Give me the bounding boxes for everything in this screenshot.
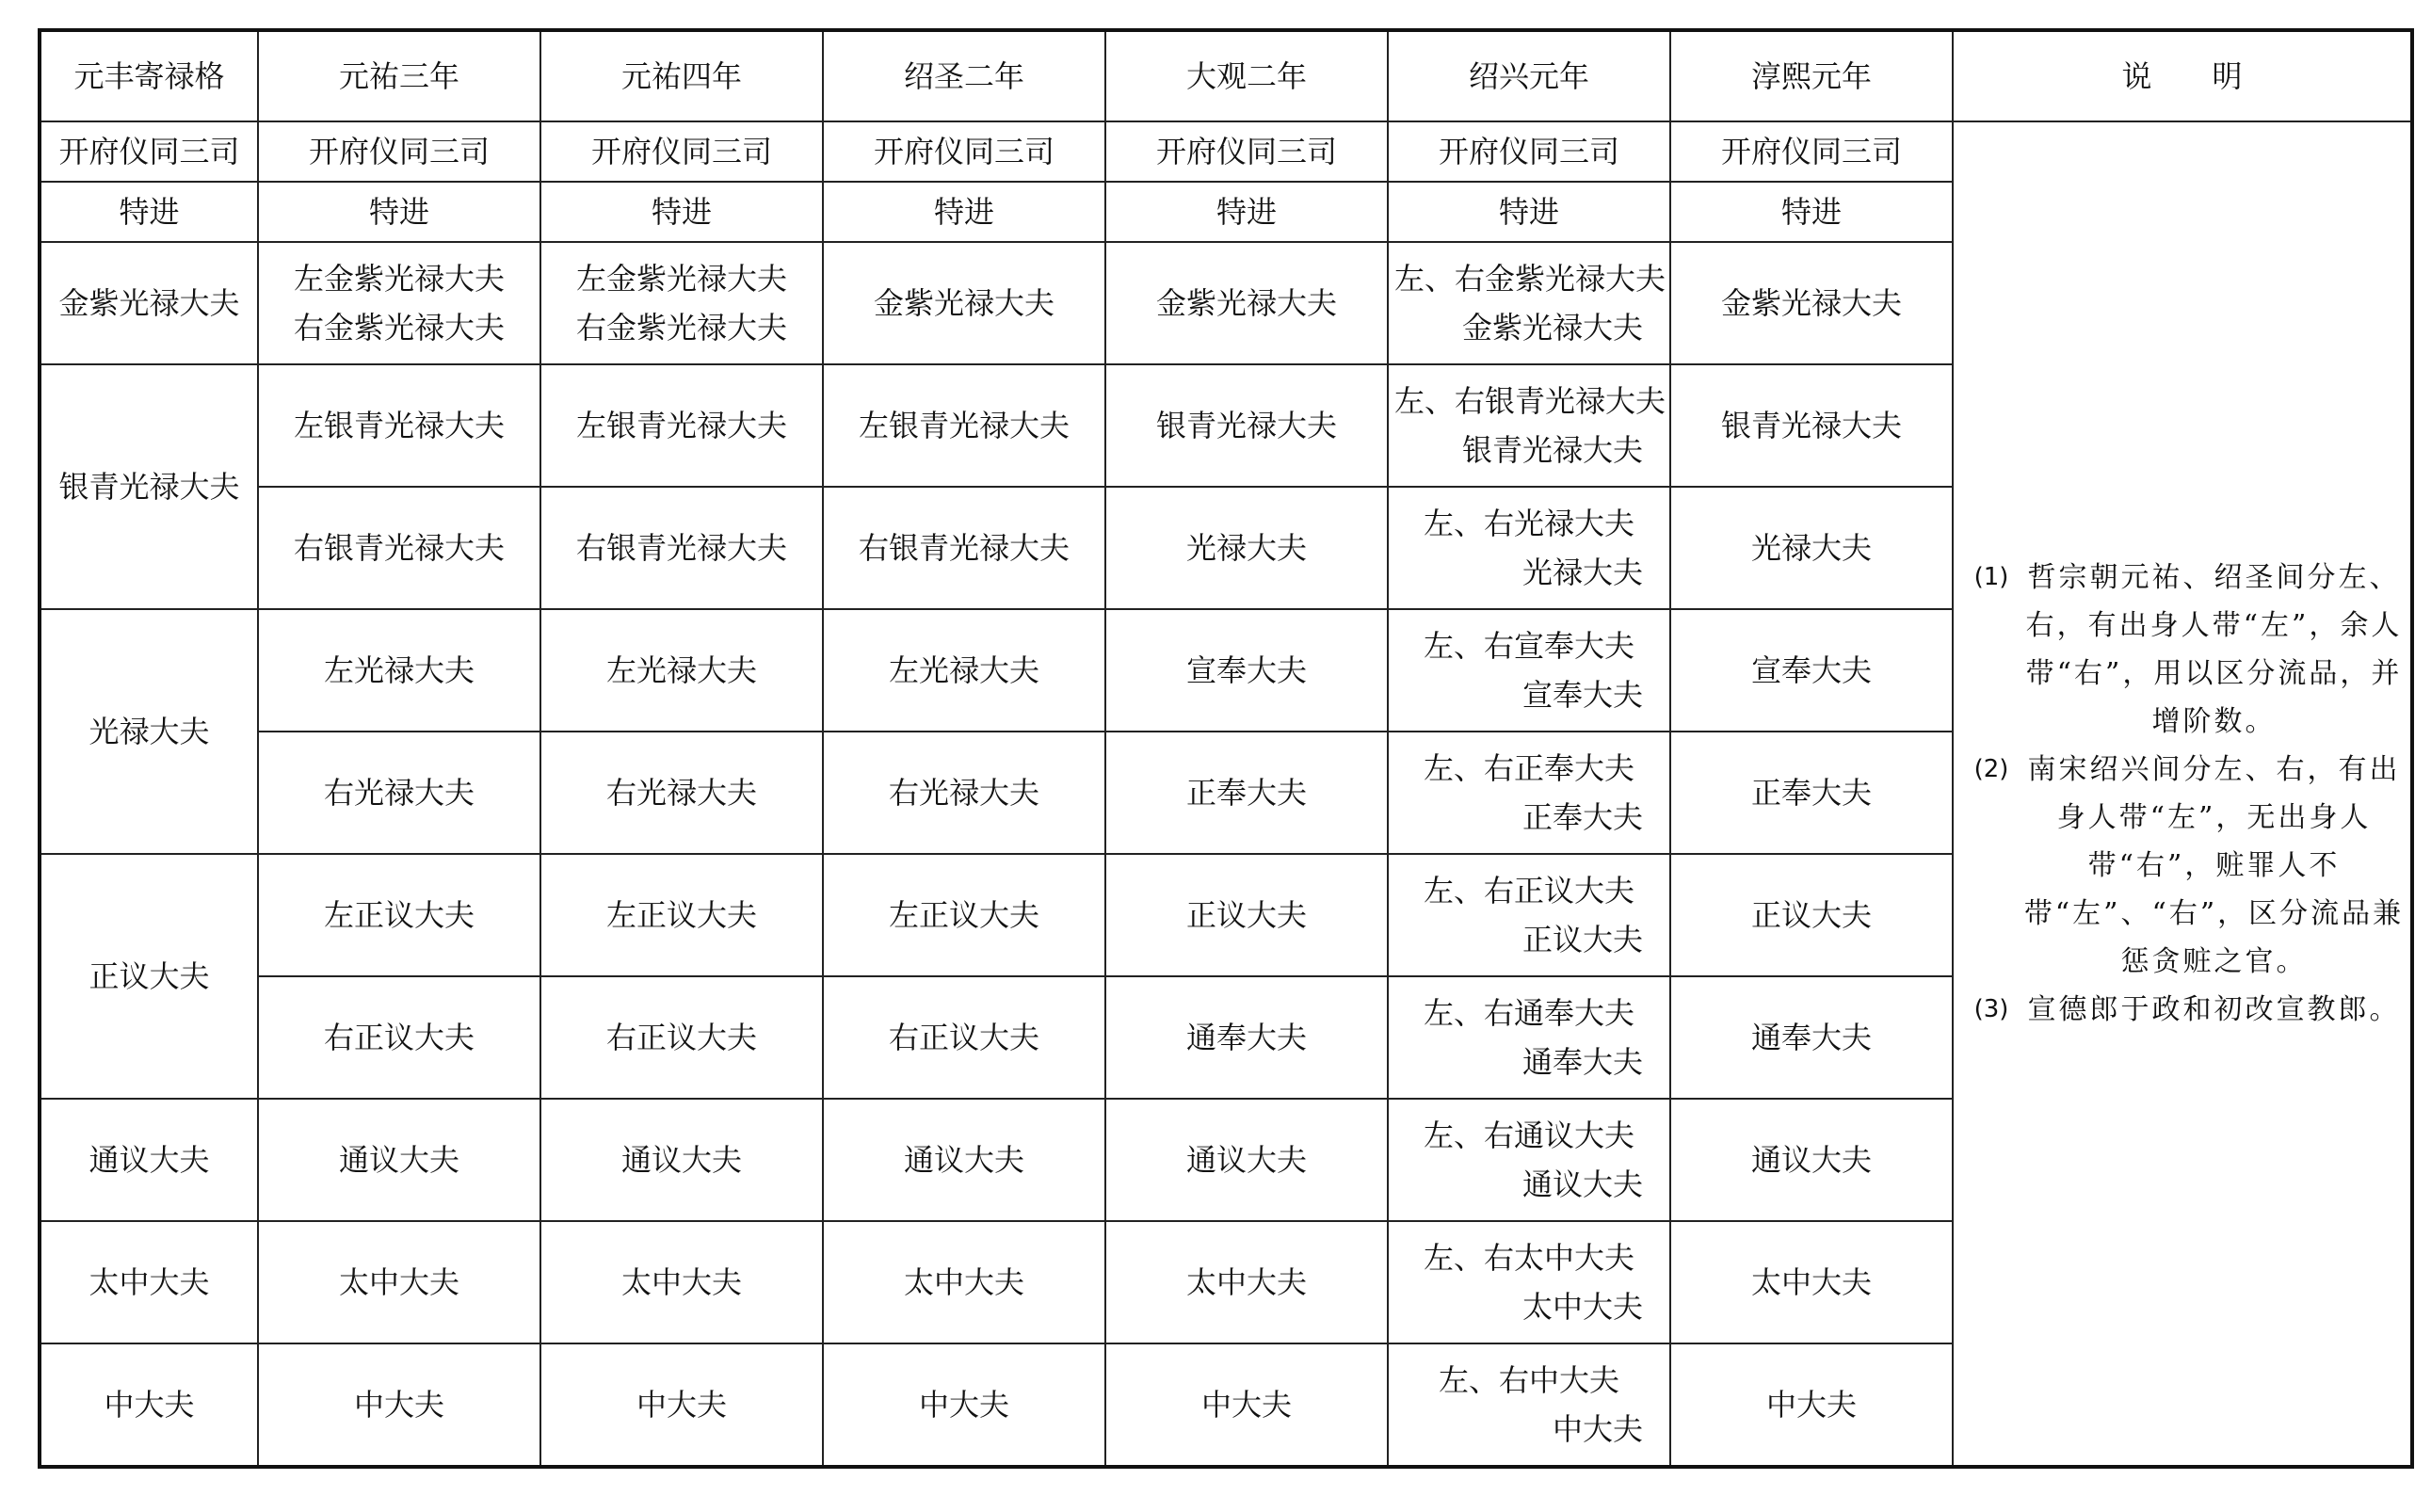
rank-cell-c6 xyxy=(1670,1221,1953,1343)
rank-cell-c3 xyxy=(823,121,1105,182)
rank-line: 右银青光禄大夫 xyxy=(858,530,1070,566)
rank-cell-c6 xyxy=(1670,1343,1953,1467)
rank-cell-c4 xyxy=(1105,1099,1388,1221)
rank-line: 中大夫 xyxy=(1552,1411,1643,1447)
header-cell: 元丰寄禄格 xyxy=(40,30,258,121)
rank-cell-c1 xyxy=(258,976,540,1099)
rank-cell-c3 xyxy=(823,854,1105,976)
rank-line: 光禄大夫 xyxy=(1185,530,1307,566)
rank-cell-c5 xyxy=(1388,1099,1670,1221)
note-number: (2) xyxy=(1973,755,2009,783)
note-item xyxy=(1959,986,2405,1034)
rank-cell-c2 xyxy=(540,364,823,487)
rank-line: 正奉大夫 xyxy=(1185,775,1307,811)
rank-cell-c1 xyxy=(258,121,540,182)
rank-line: 光禄大夫 xyxy=(1521,555,1643,590)
rank-cell-c1 xyxy=(258,487,540,609)
rank-line: 通议大夫 xyxy=(1750,1142,1872,1178)
rank-line: 右光禄大夫 xyxy=(888,775,1039,811)
note-item xyxy=(1959,746,2405,986)
rank-line: 银青光禄大夫 xyxy=(1155,408,1337,443)
rank-cell-c5 xyxy=(1388,487,1670,609)
rank-line: 开府仪同三司 xyxy=(1155,134,1337,169)
rank-cell-c6 xyxy=(1670,487,1953,609)
note-item xyxy=(1959,554,2405,746)
rank-cell-c5 xyxy=(1388,732,1670,854)
rank-line: 中大夫 xyxy=(353,1387,444,1423)
rank-line: 左银青光禄大夫 xyxy=(858,408,1070,443)
rank-line: 右光禄大夫 xyxy=(605,775,757,811)
base-rank-cell: 银青光禄大夫 xyxy=(40,364,258,609)
rank-cell-c3 xyxy=(823,182,1105,242)
rank-line: 中大夫 xyxy=(636,1387,727,1423)
rank-cell-c2 xyxy=(540,242,823,364)
rank-cell-c3 xyxy=(823,364,1105,487)
rank-cell-c6 xyxy=(1670,121,1953,182)
rank-cell-c6 xyxy=(1670,1099,1953,1221)
rank-cell-c2 xyxy=(540,182,823,242)
rank-line: 正奉大夫 xyxy=(1750,775,1872,811)
header-cell: 淳熙元年 xyxy=(1670,30,1953,121)
rank-cell-c2 xyxy=(540,976,823,1099)
rank-line: 左、右正议大夫 xyxy=(1423,873,1634,909)
rank-line: 金紫光禄大夫 xyxy=(1461,310,1643,346)
rank-line: 宣奉大夫 xyxy=(1521,677,1643,713)
base-rank-cell: 开府仪同三司 xyxy=(40,121,258,182)
rank-line: 左、右宣奉大夫 xyxy=(1423,628,1634,664)
rank-cell-c4 xyxy=(1105,854,1388,976)
rank-cell-c3 xyxy=(823,487,1105,609)
rank-line: 左、右银青光禄大夫 xyxy=(1394,383,1666,419)
note-number: (1) xyxy=(1973,563,2009,591)
rank-cell-c6 xyxy=(1670,182,1953,242)
rank-cell-c4 xyxy=(1105,242,1388,364)
official-rank-table xyxy=(38,28,2414,1469)
rank-line: 左银青光禄大夫 xyxy=(293,408,505,443)
rank-line: 左光禄大夫 xyxy=(323,652,475,688)
header-cell: 元祐四年 xyxy=(540,30,823,121)
base-rank-cell: 太中大夫 xyxy=(40,1221,258,1343)
rank-line: 通议大夫 xyxy=(1185,1142,1307,1178)
rank-cell-c5 xyxy=(1388,1343,1670,1467)
rank-line: 宣奉大夫 xyxy=(1185,652,1307,688)
rank-line: 宣奉大夫 xyxy=(1750,652,1872,688)
rank-cell-c3 xyxy=(823,732,1105,854)
rank-cell-c2 xyxy=(540,1099,823,1221)
rank-cell-c5 xyxy=(1388,1221,1670,1343)
rank-line: 特进 xyxy=(1216,194,1277,230)
rank-line: 右金紫光禄大夫 xyxy=(293,310,505,346)
rank-cell-c1 xyxy=(258,182,540,242)
rank-line: 左、右光禄大夫 xyxy=(1423,506,1634,541)
rank-line: 太中大夫 xyxy=(1521,1289,1643,1325)
rank-cell-c1 xyxy=(258,1343,540,1467)
rank-cell-c2 xyxy=(540,121,823,182)
rank-line: 右银青光禄大夫 xyxy=(575,530,787,566)
rank-line: 左正议大夫 xyxy=(323,897,475,933)
rank-cell-c4 xyxy=(1105,1343,1388,1467)
header-cell: 说 明 xyxy=(1953,30,2412,121)
note-text: 南宋绍兴间分左、右，有出身人带“左”，无出身人带“右”，赃罪人不带“左”、“右”，区分流品兼惩贪赃之官。 xyxy=(2023,753,2405,978)
rank-cell-c3 xyxy=(823,976,1105,1099)
rank-line: 金紫光禄大夫 xyxy=(1155,285,1337,321)
note-text: 宣德郎于政和初改宣教郎。 xyxy=(2027,993,2401,1026)
rank-line: 特进 xyxy=(651,194,712,230)
header-row xyxy=(40,30,2412,121)
rank-cell-c2 xyxy=(540,732,823,854)
rank-line: 正奉大夫 xyxy=(1521,799,1643,835)
rank-cell-c5 xyxy=(1388,364,1670,487)
rank-line: 特进 xyxy=(368,194,429,230)
rank-line: 开府仪同三司 xyxy=(1438,134,1619,169)
rank-cell-c1 xyxy=(258,242,540,364)
rank-line: 正议大夫 xyxy=(1185,897,1307,933)
table-row xyxy=(40,121,2412,182)
rank-cell-c4 xyxy=(1105,182,1388,242)
rank-cell-c6 xyxy=(1670,732,1953,854)
rank-cell-c3 xyxy=(823,242,1105,364)
rank-line: 左正议大夫 xyxy=(888,897,1039,933)
rank-line: 左、右金紫光禄大夫 xyxy=(1394,261,1666,297)
rank-line: 右正议大夫 xyxy=(605,1020,757,1055)
rank-cell-c4 xyxy=(1105,609,1388,732)
rank-line: 太中大夫 xyxy=(620,1264,742,1300)
rank-cell-c5 xyxy=(1388,121,1670,182)
rank-line: 左正议大夫 xyxy=(605,897,757,933)
rank-line: 通议大夫 xyxy=(338,1142,459,1178)
rank-cell-c3 xyxy=(823,1343,1105,1467)
rank-cell-c5 xyxy=(1388,182,1670,242)
rank-line: 银青光禄大夫 xyxy=(1720,408,1902,443)
rank-line: 左、右通奉大夫 xyxy=(1423,995,1634,1031)
rank-cell-c3 xyxy=(823,1221,1105,1343)
rank-line: 右光禄大夫 xyxy=(323,775,475,811)
header-cell: 大观二年 xyxy=(1105,30,1388,121)
rank-line: 开府仪同三司 xyxy=(308,134,490,169)
rank-cell-c5 xyxy=(1388,854,1670,976)
rank-line: 太中大夫 xyxy=(903,1264,1024,1300)
rank-cell-c4 xyxy=(1105,487,1388,609)
rank-line: 通奉大夫 xyxy=(1750,1020,1872,1055)
rank-line: 开府仪同三司 xyxy=(1720,134,1902,169)
rank-cell-c6 xyxy=(1670,976,1953,1099)
rank-cell-c1 xyxy=(258,732,540,854)
rank-cell-c4 xyxy=(1105,364,1388,487)
rank-line: 右银青光禄大夫 xyxy=(293,530,505,566)
table-body xyxy=(40,121,2412,1467)
notes-cell xyxy=(1953,121,2412,1467)
note-number: (3) xyxy=(1973,995,2009,1023)
rank-cell-c6 xyxy=(1670,609,1953,732)
rank-line: 太中大夫 xyxy=(1750,1264,1872,1300)
rank-line: 通议大夫 xyxy=(903,1142,1024,1178)
rank-cell-c2 xyxy=(540,854,823,976)
rank-line: 右正议大夫 xyxy=(323,1020,475,1055)
rank-line: 右金紫光禄大夫 xyxy=(575,310,787,346)
rank-cell-c3 xyxy=(823,609,1105,732)
rank-cell-c3 xyxy=(823,1099,1105,1221)
rank-line: 通奉大夫 xyxy=(1521,1044,1643,1080)
rank-line: 通议大夫 xyxy=(620,1142,742,1178)
rank-cell-c5 xyxy=(1388,242,1670,364)
rank-line: 中大夫 xyxy=(918,1387,1009,1423)
rank-line: 左银青光禄大夫 xyxy=(575,408,787,443)
rank-cell-c1 xyxy=(258,364,540,487)
rank-cell-c1 xyxy=(258,1099,540,1221)
rank-line: 特进 xyxy=(1780,194,1842,230)
rank-line: 正议大夫 xyxy=(1521,922,1643,957)
header-cell: 元祐三年 xyxy=(258,30,540,121)
rank-cell-c2 xyxy=(540,609,823,732)
rank-line: 正议大夫 xyxy=(1750,897,1872,933)
rank-line: 通奉大夫 xyxy=(1185,1020,1307,1055)
base-rank-cell: 特进 xyxy=(40,182,258,242)
rank-line: 通议大夫 xyxy=(1521,1166,1643,1202)
rank-line: 左、右通议大夫 xyxy=(1423,1118,1634,1153)
rank-line: 左金紫光禄大夫 xyxy=(575,261,787,297)
rank-line: 开府仪同三司 xyxy=(590,134,772,169)
note-text: 哲宗朝元祐、绍圣间分左、右，有出身人带“左”，余人带“右”，用以区分流品，并增阶数。 xyxy=(2025,561,2403,738)
rank-line: 光禄大夫 xyxy=(1750,530,1872,566)
rank-line: 左、右正奉大夫 xyxy=(1423,750,1634,786)
rank-line: 金紫光禄大夫 xyxy=(1720,285,1902,321)
base-rank-cell: 金紫光禄大夫 xyxy=(40,242,258,364)
rank-cell-c4 xyxy=(1105,732,1388,854)
rank-line: 太中大夫 xyxy=(338,1264,459,1300)
rank-cell-c1 xyxy=(258,609,540,732)
rank-cell-c6 xyxy=(1670,242,1953,364)
header-cell: 绍兴元年 xyxy=(1388,30,1670,121)
rank-line: 右正议大夫 xyxy=(888,1020,1039,1055)
base-rank-cell: 中大夫 xyxy=(40,1343,258,1467)
header-cell: 绍圣二年 xyxy=(823,30,1105,121)
rank-line: 金紫光禄大夫 xyxy=(873,285,1055,321)
base-rank-cell: 光禄大夫 xyxy=(40,609,258,854)
rank-cell-c2 xyxy=(540,487,823,609)
rank-line: 左光禄大夫 xyxy=(888,652,1039,688)
rank-line: 银青光禄大夫 xyxy=(1461,432,1643,468)
rank-cell-c4 xyxy=(1105,976,1388,1099)
rank-cell-c6 xyxy=(1670,854,1953,976)
rank-line: 特进 xyxy=(933,194,994,230)
rank-line: 左、右太中大夫 xyxy=(1423,1240,1634,1276)
rank-cell-c2 xyxy=(540,1343,823,1467)
rank-line: 左光禄大夫 xyxy=(605,652,757,688)
rank-cell-c1 xyxy=(258,854,540,976)
rank-cell-c5 xyxy=(1388,976,1670,1099)
rank-line: 中大夫 xyxy=(1200,1387,1292,1423)
rank-line: 左金紫光禄大夫 xyxy=(293,261,505,297)
rank-cell-c4 xyxy=(1105,121,1388,182)
rank-cell-c1 xyxy=(258,1221,540,1343)
rank-cell-c6 xyxy=(1670,364,1953,487)
rank-line: 开府仪同三司 xyxy=(873,134,1055,169)
rank-cell-c4 xyxy=(1105,1221,1388,1343)
rank-line: 特进 xyxy=(1498,194,1559,230)
rank-line: 中大夫 xyxy=(1765,1387,1857,1423)
base-rank-cell: 通议大夫 xyxy=(40,1099,258,1221)
rank-cell-c5 xyxy=(1388,609,1670,732)
rank-cell-c2 xyxy=(540,1221,823,1343)
rank-line: 左、右中大夫 xyxy=(1438,1362,1619,1398)
rank-line: 太中大夫 xyxy=(1185,1264,1307,1300)
base-rank-cell: 正议大夫 xyxy=(40,854,258,1099)
